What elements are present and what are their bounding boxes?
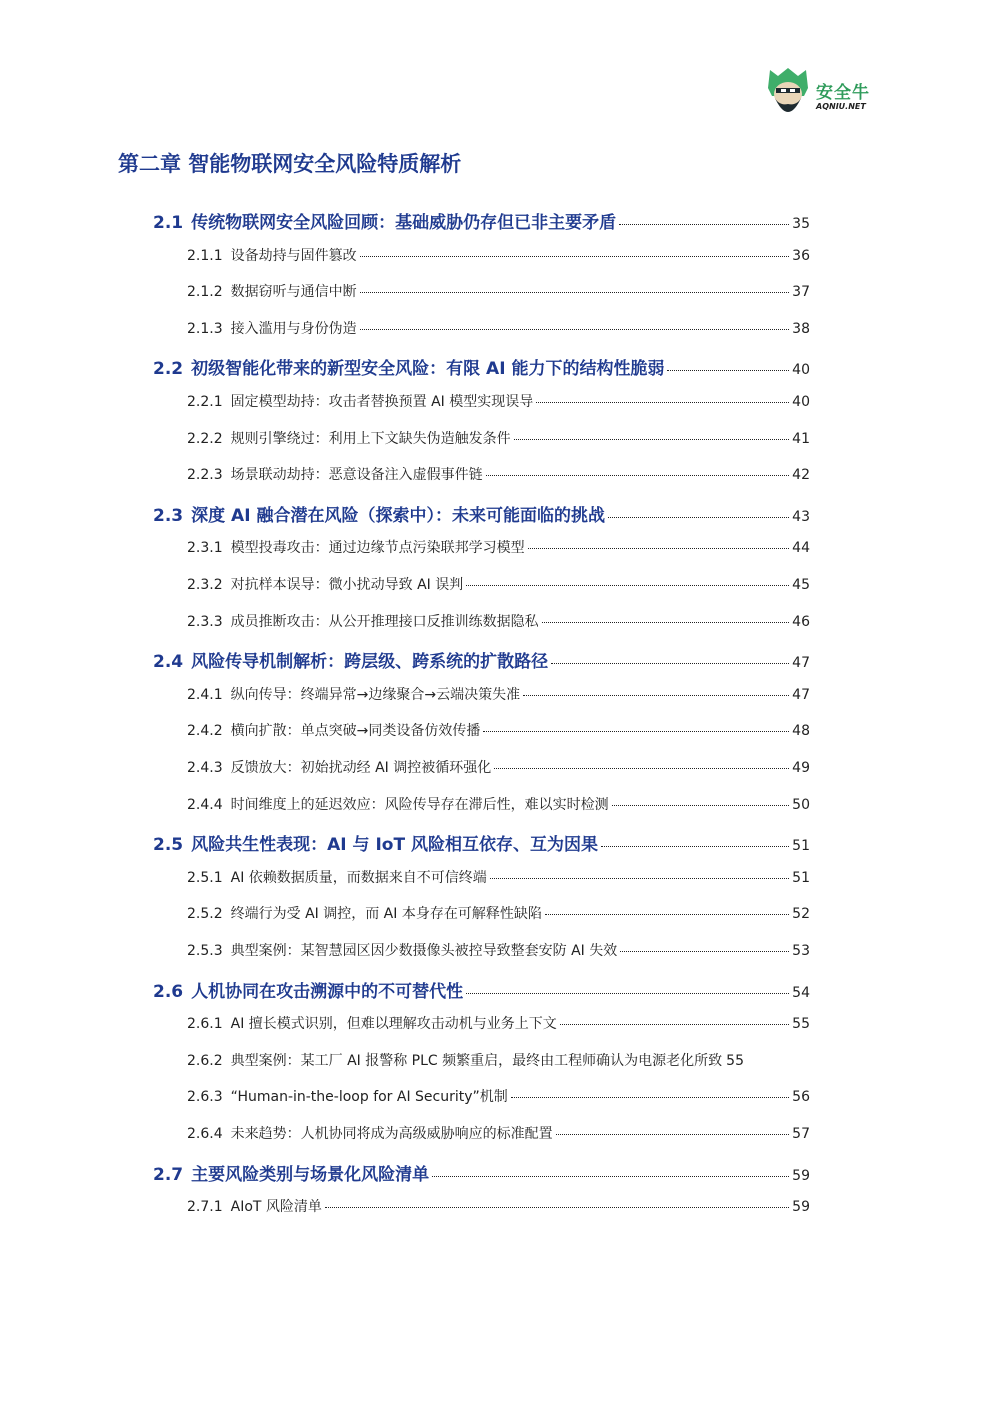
toc-page-number: 35 [792,216,810,232]
toc-entry-number: 2.1.3 [187,320,223,337]
toc-section-entry[interactable] [153,501,810,531]
toc-dot-leader [360,329,790,330]
toc-entry-number: 2.3.2 [187,577,223,593]
toc-page-number: 53 [792,943,810,959]
toc-entry-title: 风险共生性表现：AI 与 IoT 风险相互依存、互为因果 [191,835,598,856]
toc-entry-number: 2.4.1 [187,686,223,703]
toc-dot-leader [432,1176,789,1177]
toc-section-entry[interactable] [153,647,810,677]
toc-subsection-entry[interactable] [187,940,810,970]
toc-entry-number: 2.2.2 [187,430,223,447]
toc-dot-leader [360,292,790,293]
toc-page-number: 47 [792,686,810,703]
toc-section-entry[interactable] [153,208,810,238]
toc-entry-title: 规则引擎绕过：利用上下文缺失伪造触发条件 [230,430,511,447]
toc-entry-title: 接入滥用与身份伪造 [230,320,357,337]
toc-subsection-entry[interactable] [187,757,810,787]
toc-dot-leader [556,1134,790,1135]
toc-subsection-entry[interactable] [187,464,810,494]
toc-subsection-entry[interactable] [187,1196,810,1226]
logo-name-cn: 安全牛 [816,83,870,103]
toc-entry-number: 2.5.2 [187,906,223,923]
toc-entry-number: 2.6.1 [187,1016,223,1033]
toc-entry-number: 2.4.3 [187,760,223,776]
toc-page-number: 41 [792,430,810,447]
toc-dot-leader [620,951,789,952]
toc-entry-title: 场景联动劫持：恶意设备注入虚假事件链 [230,467,483,484]
toc-page-number: 44 [792,540,810,557]
toc-dot-leader [523,695,789,696]
toc-page-number: 48 [792,723,810,740]
toc-entry-number: 2.3 [153,505,184,526]
toc-dot-leader [325,1207,789,1208]
toc-entry-title: AI 擅长模式识别，但难以理解攻击动机与业务上下文 [230,1016,557,1033]
toc-entry-number: 2.7.1 [187,1199,223,1216]
toc-subsection-entry[interactable] [187,1123,810,1153]
toc-entry-number: 2.2.3 [187,467,223,484]
toc-dot-leader [494,768,789,769]
toc-entry-title: 典型案例：某智慧园区因少数摄像头被控导致整套安防 AI 失效 [230,943,618,959]
toc-dot-leader [514,439,790,440]
toc-page-number: 51 [792,869,810,886]
toc-entry-number: 2.5 [153,835,184,856]
toc-page-number: 45 [792,577,810,593]
toc-subsection-entry[interactable] [187,611,810,641]
toc-entry-title: AIoT 风险清单 [230,1199,322,1216]
toc-page-number: 49 [792,760,810,776]
toc-entry-number: 2.1 [153,213,184,233]
toc-page-number: 47 [792,655,810,672]
toc-entry-number: 2.2.1 [187,394,223,410]
toc-dot-leader [542,622,790,623]
toc-page-number: 40 [792,362,810,379]
logo-name-en: AQNIU.NET [816,102,866,111]
toc-entry-title: 横向扩散：单点突破→同类设备仿效传播 [230,723,481,740]
toc-subsection-entry[interactable] [187,1013,810,1043]
toc-entry-number: 2.2 [153,359,184,380]
toc-entry-number: 2.4.4 [187,796,223,813]
toc-page-number: 40 [792,394,810,410]
toc-page-number: 42 [792,467,810,484]
toc-entry-number: 2.1.1 [187,247,223,264]
toc-entry-title: 主要风险类别与场景化风险清单 [191,1164,430,1185]
toc-entry-title: 人机协同在攻击溯源中的不可替代性 [191,981,464,1002]
toc-entry-number: 2.6.3 [187,1089,223,1106]
toc-page-number: 52 [792,906,810,923]
toc-page-number: 51 [792,838,810,855]
toc-dot-leader [536,402,789,403]
toc-section-entry[interactable] [153,830,810,860]
toc-entry-title: AI 依赖数据质量，而数据来自不可信终端 [230,869,487,886]
toc-page-number: 59 [792,1199,810,1216]
toc-subsection-entry[interactable] [187,1086,810,1116]
toc-entry-number: 2.5.3 [187,943,223,959]
toc-dot-leader [612,805,790,806]
toc-dot-leader [667,370,789,371]
toc-entry-title: 固定模型劫持：攻击者替换预置 AI 模型实现误导 [230,394,534,410]
toc-dot-leader [360,256,790,257]
toc-section-entry[interactable] [153,977,810,1007]
toc-entry-title: “Human-in-the-loop for AI Security”机制 [230,1089,508,1106]
toc-entry-title: 风险传导机制解析：跨层级、跨系统的扩散路径 [191,652,549,673]
toc-subsection-entry[interactable] [187,574,810,604]
toc-entry-title: 对抗样本误导：微小扰动导致 AI 误判 [230,577,464,593]
toc-entry-number: 2.4 [153,652,184,673]
toc-entry-title: 初级智能化带来的新型安全风险：有限 AI 能力下的结构性脆弱 [191,359,665,380]
chapter-title: 第二章 智能物联网安全风险特质解析 [118,152,462,176]
toc-page-number: 50 [792,796,810,813]
toc-subsection-entry[interactable] [187,1050,810,1080]
toc-dot-leader [619,224,789,225]
toc-entry-title: 反馈放大：初始扰动经 AI 调控被循环强化 [230,760,492,776]
toc-dot-leader [545,914,789,915]
toc-dot-leader [466,585,789,586]
toc-entry-number: 2.3.3 [187,613,223,630]
toc-entry-number: 2.6 [153,981,184,1002]
toc-entry-title: 模型投毒攻击：通过边缘节点污染联邦学习模型 [230,540,525,557]
toc-page-number: 38 [792,320,810,337]
bearded-warrior-shield-icon [764,66,812,122]
toc-dot-leader [486,475,790,476]
toc-subsection-entry[interactable] [187,903,810,933]
toc-page-number: 36 [792,247,810,264]
toc-dot-leader [608,517,789,518]
toc-entry-title: 典型案例：某工厂 AI 报警称 PLC 频繁重启，最终由工程师确认为电源老化所致 [230,1052,723,1069]
toc-dot-leader [483,731,789,732]
toc-entry-title: 未来趋势：人机协同将成为高级威胁响应的标准配置 [230,1126,553,1142]
toc-entry-number: 2.4.2 [187,723,223,740]
toc-page-number: 37 [792,284,810,301]
toc-entry-title: 设备劫持与固件篡改 [230,247,357,264]
toc-subsection-entry[interactable] [187,867,810,897]
toc-page-number: 56 [792,1089,810,1106]
toc-entry-title: 纵向传导：终端异常→边缘聚合→云端决策失准 [230,686,521,703]
toc-page-number: 43 [792,508,810,525]
toc-subsection-entry[interactable] [187,794,810,824]
toc-dot-leader [490,878,789,879]
toc-page-number: 46 [792,613,810,630]
toc-subsection-entry[interactable] [187,428,810,458]
toc-subsection-entry[interactable] [187,245,810,275]
toc-entry-number: 2.7 [153,1164,184,1185]
toc-section-entry[interactable] [153,1160,810,1190]
toc-section-entry[interactable] [153,354,810,384]
toc-page-number: 54 [792,984,810,1001]
toc-subsection-entry[interactable] [187,720,810,750]
toc-page-number: 55 [726,1052,744,1069]
toc-entry-title: 成员推断攻击：从公开推理接口反推训练数据隐私 [230,613,539,630]
toc-entry-title: 传统物联网安全风险回顾：基础威胁仍存但已非主要矛盾 [191,213,617,233]
toc-entry-number: 2.3.1 [187,540,223,557]
toc-entry-title: 深度 AI 融合潜在风险（探索中）：未来可能面临的挑战 [191,505,605,526]
toc-dot-leader [551,663,789,664]
toc-dot-leader [466,993,789,994]
toc-entry-title: 终端行为受 AI 调控，而 AI 本身存在可解释性缺陷 [230,906,542,923]
toc-subsection-entry[interactable] [187,391,810,421]
toc-dot-leader [511,1097,789,1098]
toc-subsection-entry[interactable] [187,318,810,348]
toc-subsection-entry[interactable] [187,684,810,714]
toc-entry-number: 2.6.4 [187,1126,223,1142]
toc-dot-leader [601,846,789,847]
toc-entry-number: 2.6.2 [187,1052,223,1069]
toc-page-number: 55 [792,1016,810,1033]
toc-entry-number: 2.1.2 [187,284,223,301]
toc-page-number: 59 [792,1167,810,1184]
toc-dot-leader [560,1024,789,1025]
toc-dot-leader [528,548,790,549]
toc-subsection-entry[interactable] [187,281,810,311]
toc-subsection-entry[interactable] [187,537,810,567]
toc-entry-title: 数据窃听与通信中断 [230,284,357,301]
toc-entry-title: 时间维度上的延迟效应：风险传导存在滞后性，难以实时检测 [230,796,609,813]
toc-page-number: 57 [792,1126,810,1142]
toc-entry-number: 2.5.1 [187,869,223,886]
brand-logo [764,66,884,122]
